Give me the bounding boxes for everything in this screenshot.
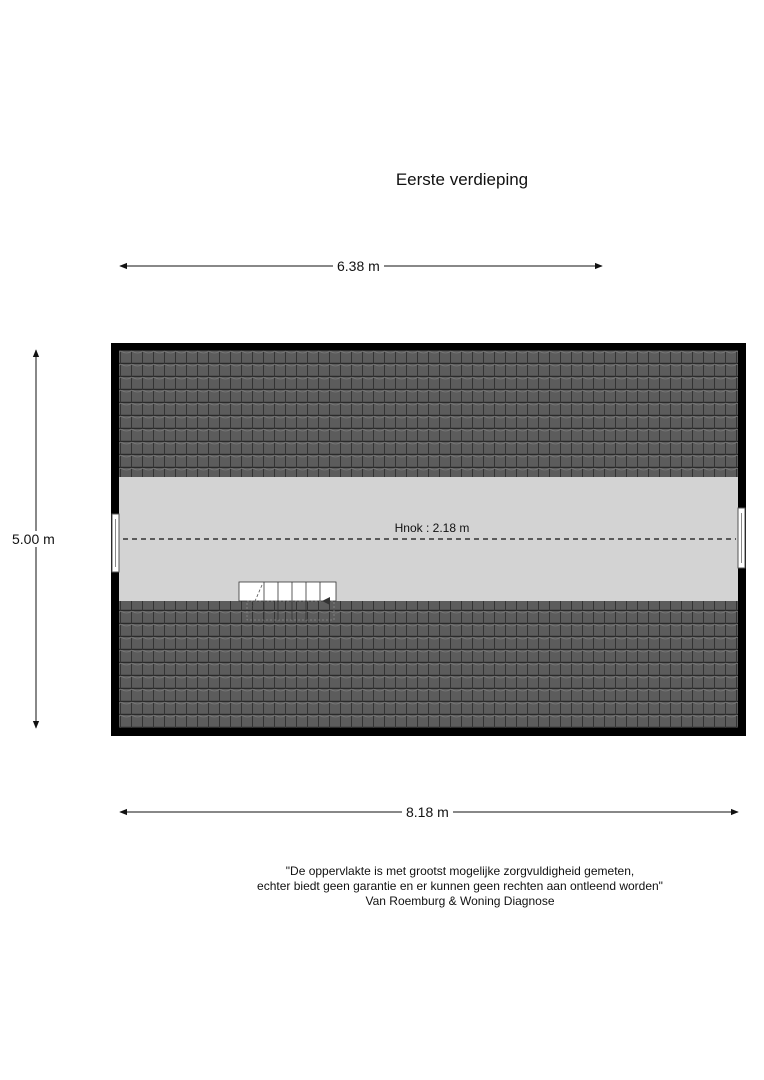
roof-upper — [119, 350, 738, 477]
dimension-left-label: 5.00 m — [8, 531, 59, 547]
disclaimer-line-3: Van Roemburg & Woning Diagnose — [365, 894, 555, 908]
ridge-label: Hnok : 2.18 m — [394, 521, 470, 535]
dimension-top-label: 6.38 m — [333, 258, 384, 274]
dimension-bottom-label: 8.18 m — [402, 804, 453, 820]
disclaimer — [180, 864, 740, 909]
disclaimer-line-1: "De oppervlakte is met grootst mogelijke zorgvuldigheid gemeten, — [285, 864, 635, 878]
window-right — [738, 508, 745, 568]
floor-title: Eerste verdieping — [395, 170, 529, 189]
window-left — [112, 514, 119, 572]
roof-lower — [119, 601, 738, 728]
disclaimer-line-2: echter biedt geen garantie en er kunnen geen rechten aan ontleend worden" — [257, 879, 663, 893]
